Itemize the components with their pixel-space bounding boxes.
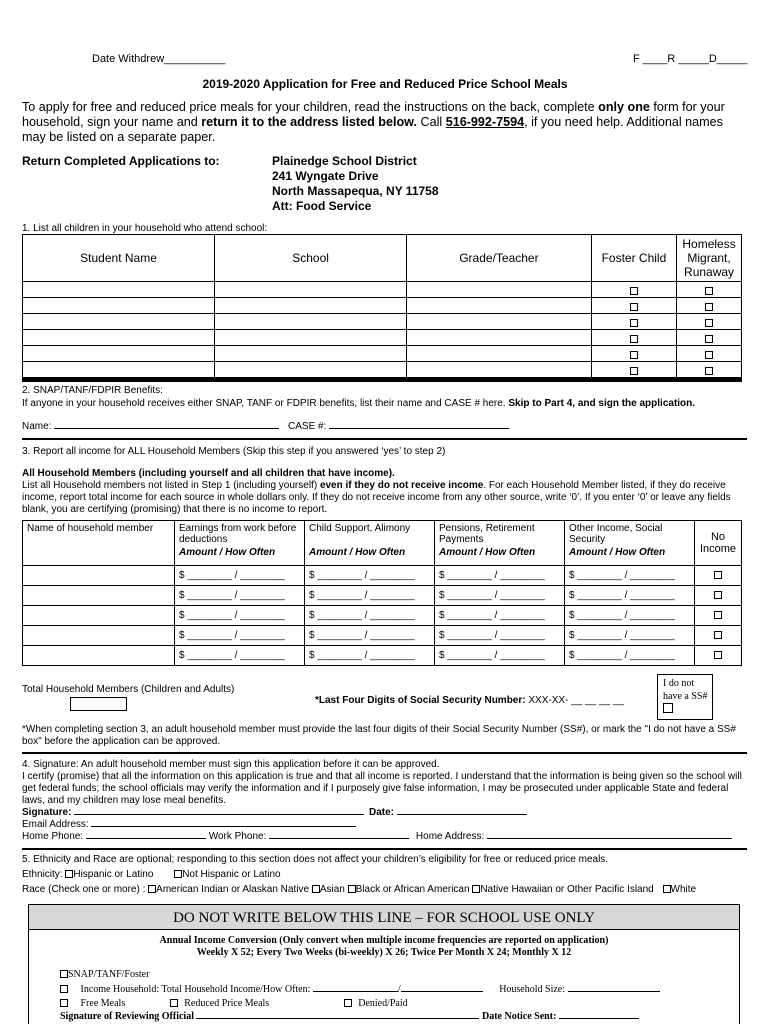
divider bbox=[22, 848, 747, 850]
work-phone-input[interactable] bbox=[269, 838, 409, 839]
no-income-checkbox[interactable] bbox=[714, 651, 722, 659]
homeless-checkbox[interactable] bbox=[705, 319, 713, 327]
homeless-checkbox[interactable] bbox=[705, 303, 713, 311]
no-ssn-box: I do not have a SS# bbox=[657, 674, 713, 720]
form-title: 2019-2020 Application for Free and Reduced Price School Meals bbox=[202, 77, 568, 91]
race-american-indian-checkbox[interactable] bbox=[148, 885, 156, 893]
date-notice-input[interactable] bbox=[559, 1018, 639, 1019]
ethnicity-row: Ethnicity: Hispanic or Latino Not Hispanic or Latino bbox=[22, 869, 281, 880]
col-earnings: Earnings from work before deductions Amount / How Often bbox=[175, 521, 305, 566]
foster-checkbox[interactable] bbox=[630, 287, 638, 295]
frd-codes: F ____R _____D_____ bbox=[633, 53, 748, 65]
intro-paragraph: To apply for free and reduced price meals for your children, read the instructions on the back, complete only one form for your household, sign your name and return it to the address listed below. Call 516-992-7594, if you need help. Additional names may be listed on a separate paper. bbox=[22, 100, 725, 144]
office-household-size-input[interactable] bbox=[568, 991, 660, 992]
foster-checkbox[interactable] bbox=[630, 303, 638, 311]
section2-name-row: Name: CASE #: bbox=[22, 421, 509, 432]
email-input[interactable] bbox=[91, 826, 356, 827]
office-denied-checkbox[interactable] bbox=[344, 999, 352, 1007]
section3-paragraph: List all Household members not listed in Step 1 (including yourself) even if they do not receive income. For each Household Member listed, if they do receive income, report total income for each source in whole dollars only. If they do not receive income from any other source, write ‘0’. If you enter ‘0’ or leave any fields blank, you are certifying (promising) that there is no income to report. bbox=[22, 480, 731, 515]
child-row bbox=[23, 346, 742, 362]
foster-checkbox[interactable] bbox=[630, 367, 638, 375]
case-number-input[interactable] bbox=[329, 428, 509, 429]
office-income-checkbox[interactable] bbox=[60, 985, 68, 993]
section-divider bbox=[22, 377, 742, 382]
no-income-checkbox[interactable] bbox=[714, 611, 722, 619]
help-phone: 516-992-7594 bbox=[445, 115, 525, 129]
race-white-checkbox[interactable] bbox=[663, 885, 671, 893]
homeless-checkbox[interactable] bbox=[705, 335, 713, 343]
office-snap-checkbox[interactable] bbox=[60, 970, 68, 978]
no-income-checkbox[interactable] bbox=[714, 591, 722, 599]
income-row: $ ________ / ________ $ ________ / ________ $ ________ / ________ $ ________ / ________ bbox=[23, 646, 742, 666]
ssn-note: *When completing section 3, an adult household member must provide the last four digits of their Social Security Number (SS#), or mark the "I do not have a SS# box" before the application can be approved. bbox=[22, 724, 736, 747]
section3-instruction: 3. Report all income for ALL Household Members (Skip this step if you answered ‘yes’ to step 2) bbox=[22, 446, 446, 457]
homeless-checkbox[interactable] bbox=[705, 367, 713, 375]
child-row bbox=[23, 282, 742, 298]
return-label: Return Completed Applications to: bbox=[22, 154, 220, 168]
col-homeless: Homeless Migrant, Runaway bbox=[677, 235, 742, 282]
office-snap-row: SNAP/TANF/Foster bbox=[60, 969, 149, 980]
income-conversion: Annual Income Conversion (Only convert when multiple income frequencies are reported on application) Weekly X 52; Every Two Weeks (bi-weekly) X 26; Twice Per Month X 24; Monthly X 12 bbox=[159, 935, 609, 958]
child-row bbox=[23, 362, 742, 378]
divider bbox=[22, 438, 747, 440]
child-row bbox=[23, 314, 742, 330]
email-row: Email Address: bbox=[22, 819, 356, 830]
no-income-checkbox[interactable] bbox=[714, 631, 722, 639]
snap-name-input[interactable] bbox=[54, 428, 279, 429]
income-row: $ ________ / ________ $ ________ / ________ $ ________ / ________ $ ________ / ________ bbox=[23, 586, 742, 606]
section3-heading: All Household Members (including yourself and all children that have income). bbox=[22, 468, 395, 479]
return-address: Plainedge School District 241 Wyngate Drive North Massapequa, NY 11758 Att: Food Service bbox=[272, 154, 439, 213]
foster-checkbox[interactable] bbox=[630, 319, 638, 327]
homeless-checkbox[interactable] bbox=[705, 351, 713, 359]
col-grade-teacher: Grade/Teacher bbox=[407, 235, 592, 282]
divider bbox=[22, 752, 747, 754]
income-row: $ ________ / ________ $ ________ / ________ $ ________ / ________ $ ________ / ________ bbox=[23, 566, 742, 586]
children-table bbox=[22, 234, 742, 378]
total-household-label: Total Household Members (Children and Adults) bbox=[22, 684, 235, 695]
child-row bbox=[23, 298, 742, 314]
no-ssn-checkbox[interactable] bbox=[663, 703, 673, 713]
total-household-input[interactable] bbox=[70, 697, 127, 711]
col-pensions: Pensions, Retirement Payments Amount / How Often bbox=[435, 521, 565, 566]
col-child-support: Child Support, Alimony Amount / How Often bbox=[305, 521, 435, 566]
col-student-name: Student Name bbox=[23, 235, 215, 282]
section2-text: If anyone in your household receives either SNAP, TANF or FDPIR benefits, list their name and CASE # here. Skip to Part 4, and sign the application. bbox=[22, 398, 696, 409]
date-withdrew-field: Date Withdrew__________ bbox=[92, 53, 226, 65]
col-no-income: No Income bbox=[695, 521, 742, 566]
income-row: $ ________ / ________ $ ________ / ________ $ ________ / ________ $ ________ / ________ bbox=[23, 626, 742, 646]
phone-row: Home Phone: Work Phone: Home Address: bbox=[22, 831, 732, 842]
race-black-checkbox[interactable] bbox=[348, 885, 356, 893]
home-address-input[interactable] bbox=[487, 838, 732, 839]
office-reduced-checkbox[interactable] bbox=[170, 999, 178, 1007]
signature-row: Signature: Date: bbox=[22, 807, 527, 818]
section1-instruction: 1. List all children in your household who attend school: bbox=[22, 223, 268, 234]
no-income-checkbox[interactable] bbox=[714, 571, 722, 579]
homeless-checkbox[interactable] bbox=[705, 287, 713, 295]
col-household-member: Name of household member bbox=[23, 521, 175, 566]
foster-checkbox[interactable] bbox=[630, 335, 638, 343]
section4-text: I certify (promise) that all the information on this application is true and that all income is reported. I understand that the information is being given so the school will get federal funds; the school officials may verify the information and if I purposely give false information, I may be prosecuted under applicable State and federal laws, and my children may lose meal benefits. bbox=[22, 771, 742, 806]
section5-title: 5. Ethnicity and Race are optional; responding to this section does not affect your children’s eligibility for free or reduced price meals. bbox=[22, 854, 609, 865]
income-row: $ ________ / ________ $ ________ / ________ $ ________ / ________ $ ________ / ________ bbox=[23, 606, 742, 626]
col-school: School bbox=[215, 235, 407, 282]
ssn-row: *Last Four Digits of Social Security Number: XXX-XX- __ __ __ __ bbox=[315, 695, 624, 706]
date-input[interactable] bbox=[397, 814, 527, 815]
official-signature-input[interactable] bbox=[196, 1018, 479, 1019]
office-free-checkbox[interactable] bbox=[60, 999, 68, 1007]
foster-checkbox[interactable] bbox=[630, 351, 638, 359]
office-income-row: Income Household: Total Household Income/How Often: / Household Size: bbox=[60, 984, 660, 995]
ssn-input[interactable]: XXX-XX- __ __ __ __ bbox=[528, 695, 624, 706]
office-signature-row: Signature of Reviewing Official Date Notice Sent: bbox=[60, 1011, 639, 1022]
income-table bbox=[22, 520, 742, 666]
home-phone-input[interactable] bbox=[86, 838, 206, 839]
child-row bbox=[23, 330, 742, 346]
col-other-income: Other Income, Social Security Amount / How Often bbox=[565, 521, 695, 566]
school-use-banner: DO NOT WRITE BELOW THIS LINE – FOR SCHOOL USE ONLY bbox=[28, 904, 740, 930]
section4-title: 4. Signature: An adult household member must sign this application before it can be approved. bbox=[22, 759, 440, 770]
signature-input[interactable] bbox=[74, 814, 364, 815]
ethnicity-not-hispanic-checkbox[interactable] bbox=[174, 870, 182, 878]
col-foster-child: Foster Child bbox=[591, 235, 676, 282]
race-row: Race (Check one or more) : American Indian or Alaskan Native Asian Black or African American Native Hawaiian or Other Pacific Island White bbox=[22, 884, 697, 895]
office-decision-row: Free Meals Reduced Price Meals Denied/Paid bbox=[60, 998, 408, 1009]
race-asian-checkbox[interactable] bbox=[312, 885, 320, 893]
section2-title: 2. SNAP/TANF/FDPIR Benefits: bbox=[22, 385, 163, 396]
